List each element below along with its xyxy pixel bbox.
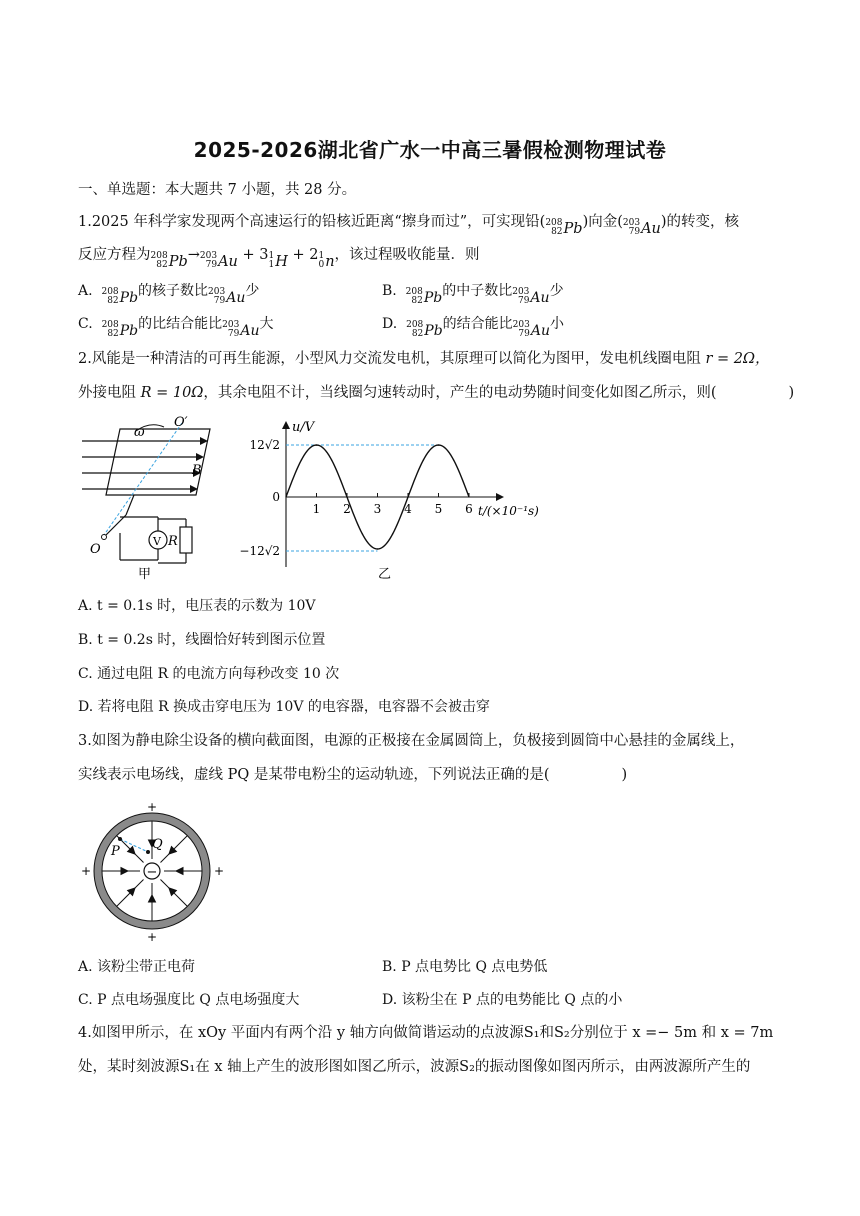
- q1-option-d[interactable]: D. 208 82 Pb 的结合能比 203 79 Au 小: [382, 316, 564, 339]
- chart-x-tick-label: 5: [434, 502, 443, 516]
- resistor-symbol: [180, 527, 192, 553]
- q2-option-b[interactable]: B. t = 0.2s 时，线圈恰好转到图示位置: [78, 632, 326, 648]
- chart-y-tick-label: 0: [272, 490, 280, 504]
- q2-stem-line2: 外接电阻 R = 10Ω，其余电阻不计，当线圈匀速转动时，产生的电动势随时间变化如图乙所示，则( ): [78, 385, 795, 401]
- svg-text:B: B: [192, 463, 202, 478]
- chart-x-axis-label: t/(×10⁻¹s): [478, 504, 539, 518]
- svg-text:O′: O′: [174, 415, 188, 430]
- chart-point: [285, 496, 286, 497]
- page-title: 2025-2026湖北省广水一中高三暑假检测物理试卷: [193, 138, 667, 162]
- svg-text:Q: Q: [152, 837, 163, 852]
- chart-point: [331, 460, 332, 461]
- chart-point: [392, 533, 393, 534]
- q2-chart-ut: [228, 415, 548, 585]
- chart-x-tick-label: 6: [465, 502, 473, 516]
- chart-point: [407, 496, 408, 497]
- chart-y-tick-label: 12√2: [249, 438, 280, 452]
- svg-text:+: +: [213, 864, 225, 878]
- chart-point: [453, 460, 454, 461]
- q1-stem-line2: 反应方程为 208 82 Pb → 203 79 Au + 3 1 1 H + 2 1 0 n ，该过程吸收能量．则: [78, 247, 480, 270]
- q1-option-b[interactable]: B. 208 82 Pb 的中子数比 203 79 Au 少: [382, 283, 564, 306]
- q3-option-a[interactable]: A. 该粉尘带正电荷: [78, 959, 196, 975]
- chart-point: [346, 496, 347, 497]
- au-nuclide: 203 79 Au: [622, 218, 661, 237]
- q3-option-d[interactable]: D. 该粉尘在 P 点的电势能比 Q 点的小: [382, 992, 623, 1008]
- svg-text:O: O: [90, 542, 101, 557]
- q3-stem-line2: 实线表示电场线，虚线 PQ 是某带电粉尘的运动轨迹，下列说法正确的是( ): [78, 767, 628, 783]
- chart-point: [438, 444, 439, 445]
- q4-stem-line2: 处，某时刻波源S₁在 x 轴上产生的波形图如图乙所示，波源S₂的振动图像如图丙所示，由两波源所产生的: [78, 1059, 751, 1075]
- q2-stem-line1: 2.风能是一种清洁的可再生能源，小型风力交流发电机，其原理可以简化为图甲，发电机线圈电阻 r = 2Ω，: [78, 351, 770, 367]
- chart-x-tick-label: 1: [312, 502, 321, 516]
- chart-x-tick-label: 4: [404, 502, 412, 516]
- chart-point: [468, 496, 469, 497]
- q3-stem-line1: 3.如图为静电除尘设备的横向截面图，电源的正极接在金属圆筒上，负极接到圆筒中心悬挂的金属线上，: [78, 733, 745, 749]
- q2-option-d[interactable]: D. 若将电阻 R 换成击穿电压为 10V 的电容器，电容器不会被击穿: [78, 699, 490, 715]
- q2-option-c[interactable]: C. 通过电阻 R 的电流方向每秒改变 10 次: [78, 666, 340, 682]
- svg-text:−: −: [146, 865, 158, 880]
- q2-figure-generator: [78, 415, 228, 585]
- chart-y-tick-label: −12√2: [239, 544, 280, 558]
- chart-y-axis-arrow: [282, 421, 290, 429]
- q3-option-c[interactable]: C. P 点电场强度比 Q 点电场强度大: [78, 992, 300, 1008]
- chart-x-tick-label: 3: [373, 502, 382, 516]
- svg-text:+: +: [146, 930, 158, 944]
- svg-text:ω: ω: [134, 425, 145, 440]
- coil-loop: [106, 429, 210, 495]
- chart-point: [301, 460, 302, 461]
- svg-text:甲: 甲: [138, 567, 152, 582]
- chart-point: [316, 444, 317, 445]
- svg-text:R: R: [168, 534, 178, 549]
- chart-point: [377, 548, 378, 549]
- chart-point: [423, 460, 424, 461]
- chart-y-axis-label: u/V: [292, 420, 315, 435]
- svg-text:+: +: [146, 800, 158, 814]
- q4-stem-line1: 4.如图甲所示，在 xOy 平面内有两个沿 y 轴方向做简谐运动的点波源S₁和S₂分别位于 x =− 5m 和 x = 7m: [78, 1025, 774, 1041]
- svg-text:+: +: [80, 864, 92, 878]
- chart-caption: 乙: [378, 567, 392, 582]
- chart-x-tick-label: 2: [343, 502, 351, 516]
- chart-point: [362, 533, 363, 534]
- q2-option-a[interactable]: A. t = 0.1s 时，电压表的示数为 10V: [78, 598, 316, 614]
- q1-option-a[interactable]: A. 208 82 Pb 的核子数比 203 79 Au 少: [78, 283, 260, 306]
- q1-stem-line1: 1.2025 年科学家发现两个高速运行的铅核近距离“擦身而过”，可实现铅( 208 82 Pb )向金( 203 79 Au )的转变，核: [78, 214, 740, 237]
- pb-nuclide: 208 82 Pb: [545, 218, 583, 237]
- section-heading: 一、单选题：本大题共 7 小题，共 28 分。: [78, 182, 357, 198]
- svg-text:V: V: [153, 535, 161, 548]
- svg-text:P: P: [111, 844, 120, 859]
- q3-option-b[interactable]: B. P 点电势比 Q 点电势低: [382, 959, 548, 975]
- q1-option-c[interactable]: C. 208 82 Pb 的比结合能比 203 79 Au 大: [78, 316, 274, 339]
- q3-figure-precipitator: [78, 798, 228, 948]
- chart-x-axis-arrow: [496, 493, 504, 501]
